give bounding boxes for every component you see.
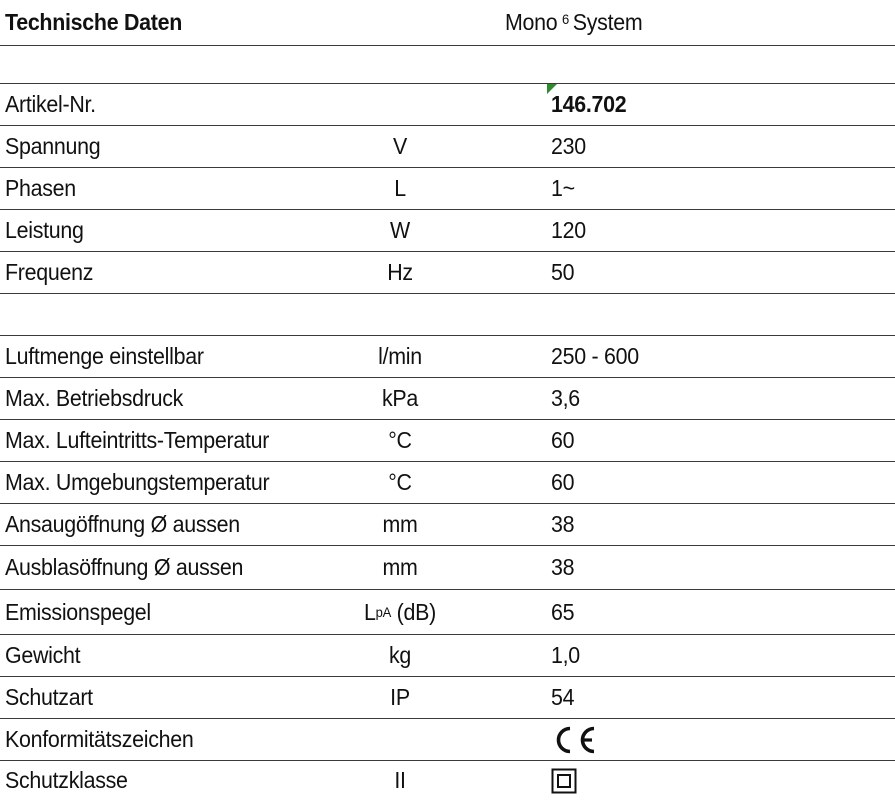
table-row <box>0 677 895 719</box>
row-unit <box>307 719 493 760</box>
spacer-row <box>0 46 895 84</box>
table-row <box>0 420 895 462</box>
row-label: Emissionspegel <box>5 598 151 625</box>
row-unit: IP <box>390 684 410 710</box>
row-label: Schutzklasse <box>5 767 128 793</box>
row-unit: mm <box>382 511 418 537</box>
spacer-row <box>0 294 895 336</box>
table-row <box>0 504 895 546</box>
row-label: Artikel-Nr. <box>5 91 96 117</box>
row-value: 230 <box>551 133 586 159</box>
row-label: Max. Umgebungstemperatur <box>5 469 270 495</box>
row-unit: mm <box>382 554 418 580</box>
row-label: Max. Lufteintritts-Temperatur <box>5 427 270 453</box>
table-row <box>0 378 895 420</box>
row-label: Spannung <box>5 133 101 159</box>
row-value: 1,0 <box>551 642 580 668</box>
row-label: Phasen <box>5 175 76 201</box>
product-name-main: Mono <box>505 9 558 35</box>
product-name-suffix: System <box>572 9 643 35</box>
product-name-superscript: 6 <box>562 10 570 27</box>
table-row <box>0 168 895 210</box>
table-row-article <box>0 84 895 126</box>
row-label: Konformitätszeichen <box>5 726 194 752</box>
table-row <box>0 719 895 761</box>
row-unit: kg <box>388 642 412 668</box>
row-label: Frequenz <box>5 259 94 285</box>
row-value: 250 - 600 <box>551 343 639 369</box>
ce-mark-icon <box>551 719 597 760</box>
row-value: 50 <box>551 259 575 285</box>
row-unit <box>307 84 493 125</box>
row-unit: °C <box>388 427 412 453</box>
product-name <box>505 0 642 45</box>
row-value: 60 <box>551 469 575 495</box>
row-label: Luftmenge einstellbar <box>5 343 204 369</box>
row-unit: kPa <box>381 385 419 411</box>
row-value: 1~ <box>551 175 575 201</box>
table-row <box>0 126 895 168</box>
table-header-row <box>0 0 895 46</box>
row-label: Leistung <box>5 217 84 243</box>
row-value: 65 <box>551 598 575 625</box>
row-value: 60 <box>551 427 575 453</box>
row-unit: W <box>390 217 410 243</box>
unit-subscript: pA <box>375 604 392 620</box>
table-row <box>0 336 895 378</box>
table-row <box>0 546 895 590</box>
row-unit: V <box>392 133 407 159</box>
table-title: Technische Daten <box>5 9 183 35</box>
row-value: 54 <box>551 684 575 710</box>
row-unit: II <box>394 767 406 793</box>
row-value: 3,6 <box>551 385 580 411</box>
row-value: 38 <box>551 511 575 537</box>
row-value: 38 <box>551 554 575 580</box>
row-value: 120 <box>551 217 586 243</box>
table-row <box>0 635 895 677</box>
unit-main: L <box>364 598 376 625</box>
table-row <box>0 252 895 294</box>
table-row <box>0 210 895 252</box>
unit-rest: (dB) <box>391 598 436 625</box>
row-label: Ausblasöffnung Ø aussen <box>5 554 244 580</box>
table-row <box>0 462 895 504</box>
row-label: Max. Betriebsdruck <box>5 385 184 411</box>
row-label: Schutzart <box>5 684 93 710</box>
row-label: Gewicht <box>5 642 81 668</box>
table-row <box>0 590 895 635</box>
table-row <box>0 761 895 800</box>
protection-class-2-icon <box>551 761 577 800</box>
row-unit: Hz <box>387 259 413 285</box>
row-unit: L <box>394 175 406 201</box>
row-unit <box>307 590 493 634</box>
row-label: Ansaugöffnung Ø aussen <box>5 511 240 537</box>
row-value: 146.702 <box>551 91 627 117</box>
row-unit: l/min <box>378 343 422 369</box>
row-unit: °C <box>388 469 412 495</box>
